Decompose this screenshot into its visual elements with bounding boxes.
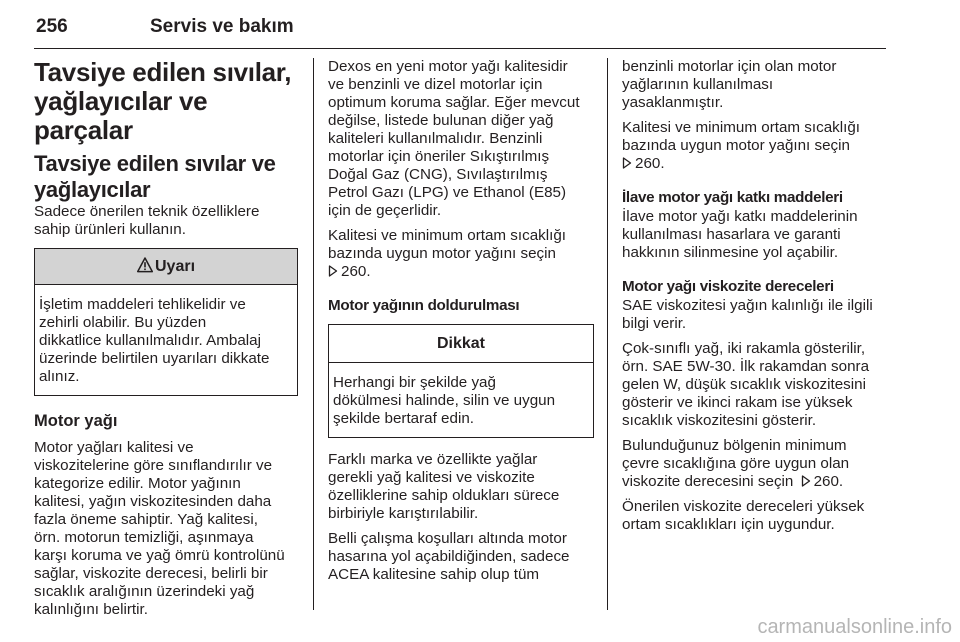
column-middle (328, 58, 594, 584)
warning-title: Uyarı (154, 258, 196, 275)
notice-text: Herhangi bir şekilde yağ dökülmesi halinde, silin ve uygun şekilde bertaraf edin. (333, 374, 556, 427)
warning-triangle-icon (137, 257, 153, 273)
subsection-title: Tavsiye edilen sıvılar ve yağlayıcılar (34, 151, 276, 202)
page-reference-arrow-icon (801, 475, 811, 487)
motor-oil-paragraph: Motor yağları kalitesi ve viskozitelerine göre sınıflandırılır ve kategorize edilir. Motor yağının kalitesi, yağın viskozitesinden daha fazla öneme sahiptir. Yağ kalitesi, örn. motorun temizliği, aşınmaya karşı koruma ve yağ ömrü kontrolünü sağlar, viskozite derecesi, belirli bir sıcaklık aralığının üzerindeki yağ kalınlığını belirtir. (34, 439, 285, 618)
additives-heading: İlave motor yağı katkı maddeleri (622, 189, 843, 206)
viscosity-paragraph: SAE viskozitesi yağın kalınlığı ile ilgili bilgi verir. (622, 297, 873, 332)
page-header (34, 6, 886, 49)
column-left (34, 58, 298, 619)
intro-paragraph: Sadece önerilen teknik özelliklere sahip ürünleri kullanın. (34, 203, 260, 238)
page-reference-link[interactable]: 260. (635, 155, 665, 172)
page-title: Tavsiye edilen sıvılar, yağlayıcılar ve parçalar (34, 57, 292, 145)
dexos-paragraph: Dexos en yeni motor yağı kalitesidir ve benzinli ve dizel motorlar için optimum koruma sağlar. Eğer mevcut değilse, listede bulunan diğer yağ kaliteleri kullanılmalıdır. Benzinli motorlar için öneriler Sıkıştırılmış Doğal Gaz (CNG), Sıvılaştırılmış Petrol Gazı (LPG) ve Ethanol (E85) için de geçerlidir. (328, 58, 580, 219)
page-number: 256 (36, 16, 68, 37)
region-paragraph: Bulunduğunuz bölgenin minimum çevre sıcaklığına göre uygun olan viskozite derecesini seçin 260. (622, 437, 850, 490)
oil-filling-heading: Motor yağının doldurulması (328, 297, 520, 314)
page-reference-arrow-icon (622, 157, 632, 169)
viscosity-heading: Motor yağı viskozite dereceleri (622, 278, 834, 295)
motor-oil-heading: Motor yağı (34, 412, 118, 430)
notice-box (328, 324, 594, 438)
page-reference-link[interactable]: 260. (813, 473, 844, 490)
select-oil-paragraph: Kalitesi ve minimum ortam sıcaklığı bazında uygun motor yağını seçin 260. (328, 227, 567, 280)
acea-paragraph: Belli çalışma koşulları altında motor hasarına yol açabildiğinden, sadece ACEA kalitesine sahip olup tüm (328, 530, 570, 583)
multigrade-paragraph: Çok-sınıflı yağ, iki rakamla gösterilir, örn. SAE 5W-30. İlk rakamdan sonra gelen W, düşük sıcaklık viskozitesini gösterir ve ikinci rakam ise yüksek sıcaklık viskozitesini gösterir. (622, 340, 870, 429)
column-divider (313, 58, 314, 610)
column-divider (607, 58, 608, 610)
warning-text: İşletim maddeleri tehlikelidir ve zehirli olabilir. Bu yüzden dikkatlice kullanılmalıdır. Ambalaj üzerinde belirtilen uyarıları dikkate alınız. (39, 296, 270, 385)
select-oil-paragraph: Kalitesi ve minimum ortam sıcaklığı bazında uygun motor yağını seçin 260. (622, 119, 861, 172)
page-reference-arrow-icon (328, 265, 338, 277)
section-title: Servis ve bakım (150, 16, 294, 37)
page-reference-link[interactable]: 260. (341, 263, 371, 280)
column-right (622, 58, 890, 534)
recommendation-paragraph: Önerilen viskozite dereceleri yüksek ortam sıcaklıkları için uygundur. (622, 498, 865, 533)
warning-header (35, 249, 297, 285)
petrol-paragraph: benzinli motorlar için olan motor yağlarının kullanılması yasaklanmıştır. (622, 58, 837, 111)
additives-paragraph: İlave motor yağı katkı maddelerinin kullanılması hasarlara ve garanti hakkının silinmesine yol açabilir. (622, 208, 858, 261)
mixing-paragraph: Farklı marka ve özellikte yağlar gerekli yağ kalitesi ve viskozite özelliklerine sahip oldukları sürece birbiriyle karıştırılabilir. (328, 451, 560, 522)
watermark: carmanualsonline.info (757, 616, 952, 638)
notice-title: Dikkat (329, 325, 593, 363)
warning-box (34, 248, 298, 396)
